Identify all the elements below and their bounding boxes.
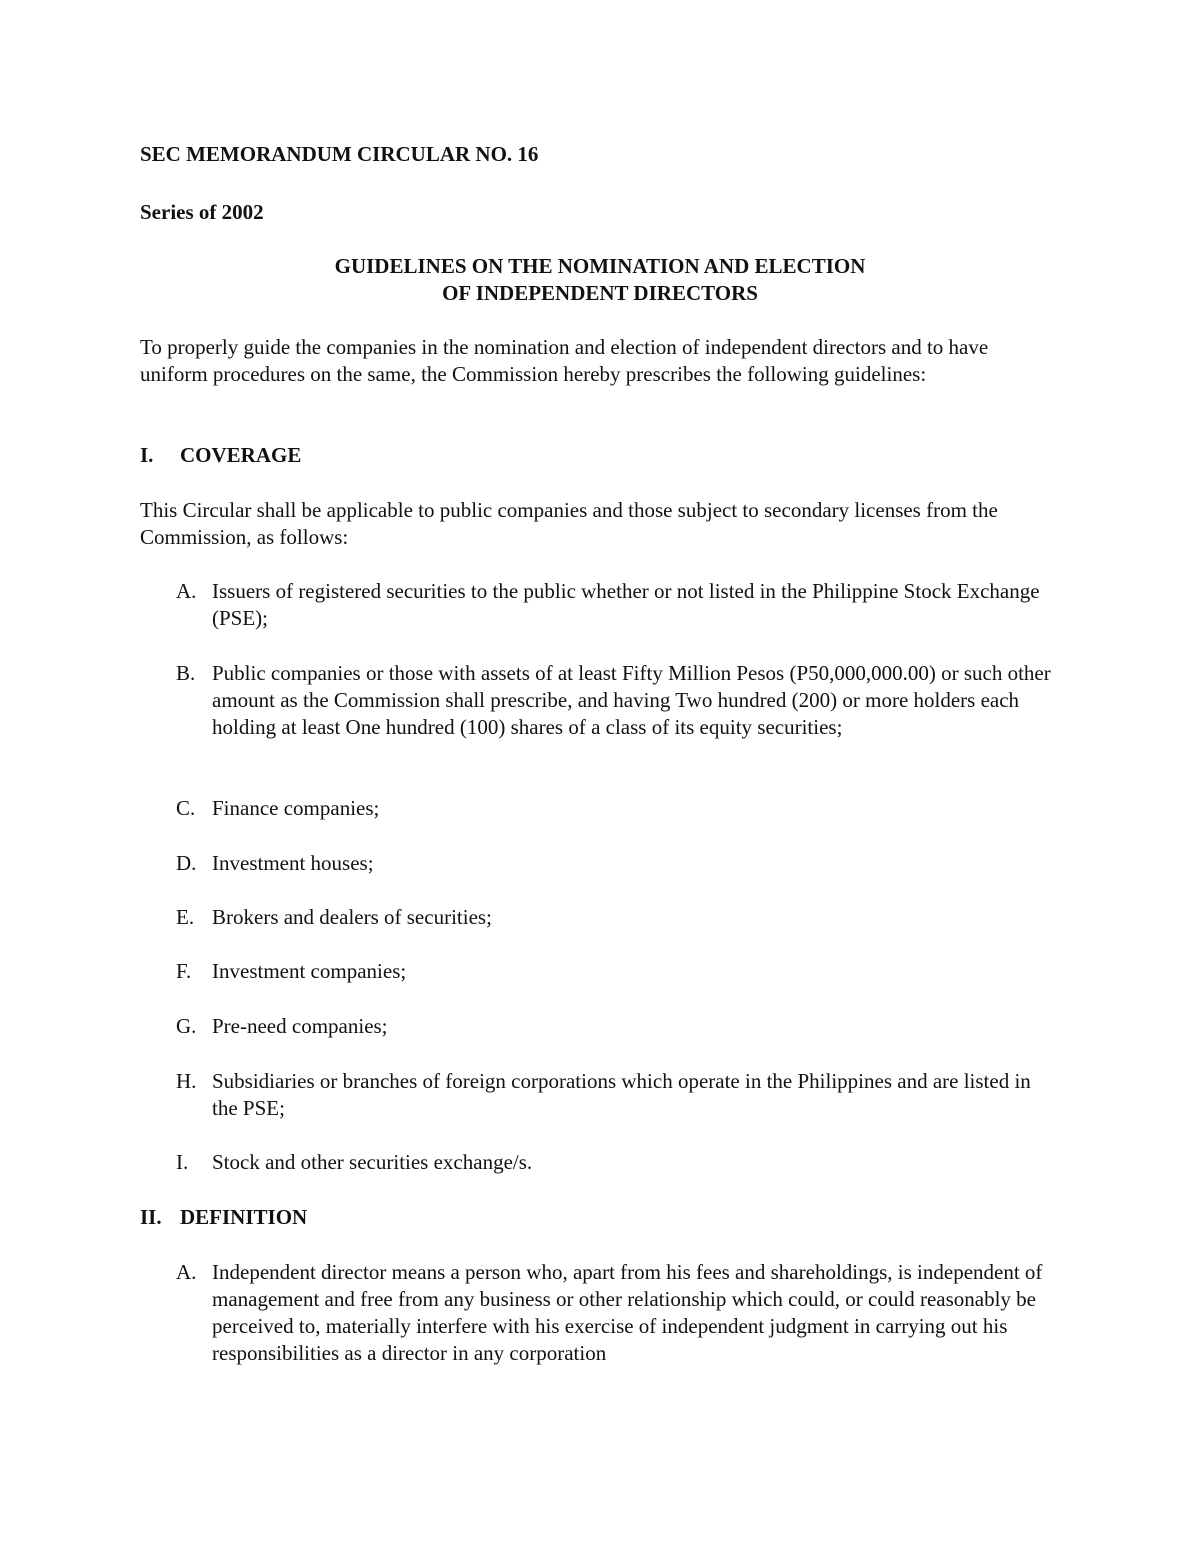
list-item-text: Subsidiaries or branches of foreign corporations which operate in the Philippines and are listed in the PSE;: [212, 1069, 1031, 1120]
list-item-letter: D.: [176, 851, 197, 875]
list-item-letter: G.: [176, 1014, 197, 1038]
section-heading-definition: [140, 1204, 307, 1231]
list-item-text: Investment companies;: [212, 959, 407, 983]
coverage-intro-paragraph: This Circular shall be applicable to public companies and those subject to secondary licenses from the Commission, as follows:: [140, 498, 998, 549]
list-item-letter: A.: [176, 1260, 197, 1284]
circular-title: SEC MEMORANDUM CIRCULAR NO. 16: [140, 142, 539, 166]
list-item: [176, 578, 1060, 632]
list-item-letter: E.: [176, 905, 195, 929]
intro-paragraph: To properly guide the companies in the nomination and election of independent directors and to have uniform procedures on the same, the Commission hereby prescribes the following guidelines:: [140, 335, 989, 386]
list-item-letter: H.: [176, 1069, 197, 1093]
list-item: [176, 1013, 1060, 1040]
list-item-text: Pre-need companies;: [212, 1014, 388, 1038]
list-item-letter: F.: [176, 959, 192, 983]
section-title: DEFINITION: [180, 1205, 308, 1229]
list-item: [176, 660, 1060, 741]
list-item: [176, 1068, 1060, 1122]
list-item: [176, 795, 1060, 822]
list-item-text: Independent director means a person who, apart from his fees and shareholdings, is independent of management and free from any business or other relationship which could, or could reasonably be perceived to, materially interfere with his exercise of independent judgment in carrying out his responsibilities as a director in any corporation: [212, 1260, 1043, 1365]
list-item-letter: C.: [176, 796, 196, 820]
section-title: COVERAGE: [180, 443, 302, 467]
section-number: II.: [140, 1205, 162, 1229]
list-item-letter: A.: [176, 579, 197, 603]
list-item: [176, 850, 1060, 877]
list-item-text: Stock and other securities exchange/s.: [212, 1150, 533, 1174]
list-item-text: Issuers of registered securities to the public whether or not listed in the Philippine Stock Exchange (PSE);: [212, 579, 1040, 630]
guidelines-title-line-1: GUIDELINES ON THE NOMINATION AND ELECTION: [334, 254, 866, 278]
guidelines-title-line-2: OF INDEPENDENT DIRECTORS: [442, 281, 758, 305]
list-item-letter: B.: [176, 661, 196, 685]
list-item: [176, 1259, 1060, 1367]
section-number: I.: [140, 443, 154, 467]
list-item-text: Investment houses;: [212, 851, 374, 875]
list-item-text: Public companies or those with assets of at least Fifty Million Pesos (P50,000,000.00) or such other amount as the Commission shall prescribe, and having Two hundred (200) or more holders each holding at least One hundred (100) shares of a class of its equity securities;: [212, 661, 1051, 739]
list-item-text: Brokers and dealers of securities;: [212, 905, 492, 929]
section-heading-coverage: [140, 442, 301, 469]
list-item: [176, 904, 1060, 931]
list-item: [176, 1149, 1060, 1176]
list-item-letter: I.: [176, 1150, 189, 1174]
list-item: [176, 958, 1060, 985]
list-item-text: Finance companies;: [212, 796, 380, 820]
series-label: Series of 2002: [140, 200, 264, 224]
